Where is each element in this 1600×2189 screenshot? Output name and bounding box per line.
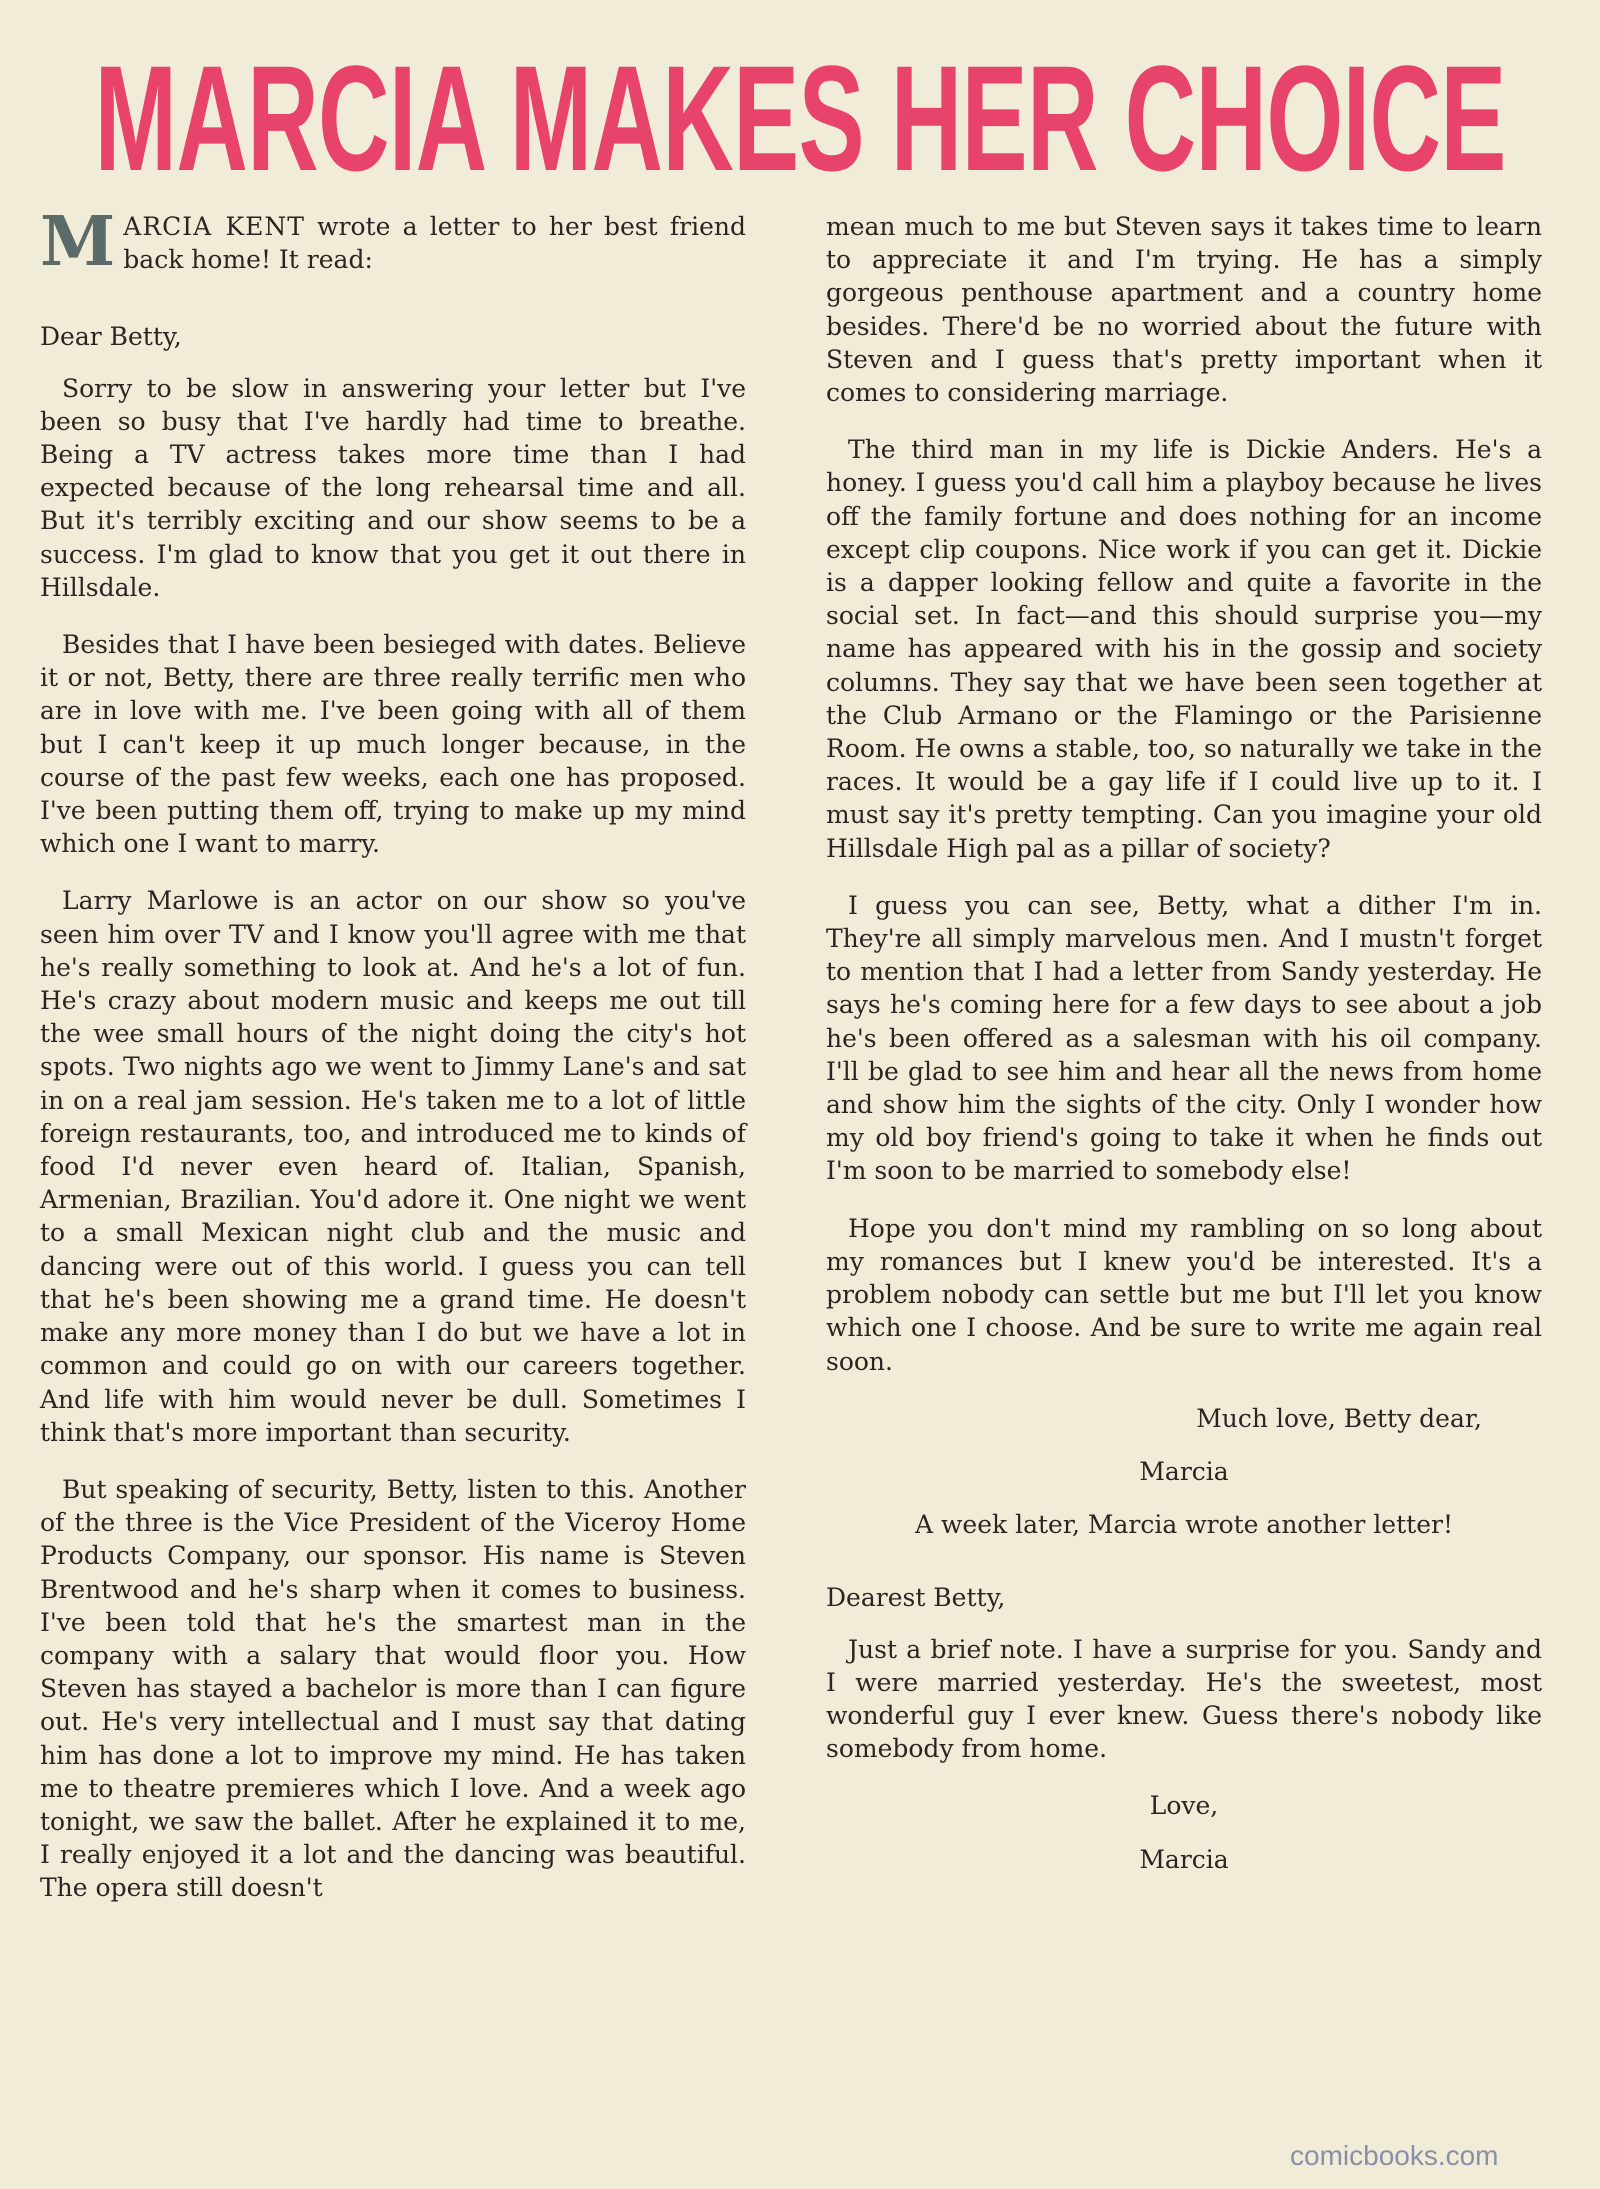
intro-lead: ARCIA KENT xyxy=(123,212,305,241)
intro-text: wrote a letter to her best friend back home! It read: xyxy=(123,212,746,275)
letter1-paragraph-2: Besides that I have been besieged with dates. Believe it or not, Betty, there are three really terrific men who are in love with me. I've been going with all of them but I can't keep it up much longer because, in the course of the past few weeks, each one has proposed. I've been putting them off, trying to make up my mind which one I want to marry. xyxy=(40,630,746,859)
letter1-paragraph-4a: But speaking of security, Betty, listen to this. Another of the three is the Vice President of the Viceroy Home Products Company, our sponsor. His name is Steven Brentwood and he's sharp when it comes to business. I've been told that he's the smartest man in the company with a salary that would floor you. How Steven has stayed a bachelor is more than I can figure out. He's very intellectual and I must say that dating him has done a lot to improve my mind. He has taken me to theatre premieres which I love. And a week ago tonight, we saw the ballet. After he explained it to me, I really enjoyed it a lot and the dancing was beautiful. The opera still doesn't xyxy=(40,1474,746,1903)
letter2-signature: Marcia xyxy=(1139,1844,1229,1874)
letter2-paragraph-1: Just a brief note. I have a surprise for you. Sandy and I were married yesterday. He's the sweetest, most wonderful guy I ever knew. Guess there's nobody like somebody from home. xyxy=(826,1634,1542,1764)
letter1-paragraph-6: I guess you can see, Betty, what a dither I'm in. They're all simply marvelous men. And I mustn't forget to mention that I had a letter from Sandy yesterday. He says he's coming here for a few days to see about a job he's been offered as a salesman with his oil company. I'll be glad to see him and hear all the news from home and show him the sights of the city. Only I wonder how my old boy friend's going to take it when he finds out I'm soon to be married to somebody else! xyxy=(826,890,1542,1186)
letter1-paragraph-4b: mean much to me but Steven says it takes time to learn to appreciate it and I'm trying. He has a simply gorgeous penthouse apartment and a country home besides. There'd be no worried about the future with Steven and I guess that's pretty important when it comes to considering marriage. xyxy=(826,212,1542,408)
story-title: MARCIA MAKES HER CHOICE xyxy=(94,34,1506,202)
drop-cap: M xyxy=(40,202,116,282)
intro-paragraph xyxy=(40,202,746,282)
letter2-closing: Love, xyxy=(1149,1791,1219,1821)
letter1-paragraph-1: Sorry to be slow in answering your letter but I've been so busy that I've hardly had time to breathe. Being a TV actress takes more time than I had expected because of the long rehearsal time and all. But it's terribly exciting and our show seems to be a success. I'm glad to know that you get it out there in Hillsdale. xyxy=(40,373,746,602)
letter1-paragraph-5: The third man in my life is Dickie Anders. He's a honey. I guess you'd call him a playboy because he lives off the family fortune and does nothing for an income except clip coupons. Nice work if you can get it. Dickie is a dapper looking fellow and quite a favorite in the social set. In fact—and this should surprise you—my name has appeared with his in the gossip and society columns. They say that we have been seen together at the Club Armano or the Flamingo or the Parisienne Room. He owns a stable, too, so naturally we take in the races. It would be a gay life if I could live up to it. I must say it's pretty tempting. Can you imagine your old Hillsdale High pal as a pillar of society? xyxy=(826,435,1542,863)
letter1-signature: Marcia xyxy=(1139,1456,1229,1486)
letter1-salutation: Dear Betty, xyxy=(40,322,182,352)
letter1-paragraph-3: Larry Marlowe is an actor on our show so you've seen him over TV and I know you'll agree with me that he's really something to look at. And he's a lot of fun. He's crazy about modern music and keeps me out till the wee small hours of the night doing the city's hot spots. Two nights ago we went to Jimmy Lane's and sat in on a real jam session. He's taken me to a lot of little foreign restaurants, too, and introduced me to kinds of food I'd never even heard of. Italian, Spanish, Armenian, Brazilian. You'd adore it. One night we went to a small Mexican night club and the music and dancing were out of this world. I guess you can tell that he's been showing me a grand time. He doesn't make any more money than I do but we have a lot in common and could go on with our careers together. And life with him would never be dull. Sometimes I think that's more important than security. xyxy=(40,886,746,1447)
letter2-salutation: Dearest Betty, xyxy=(826,1583,1006,1613)
left-column xyxy=(40,202,746,1929)
letter1-paragraph-7: Hope you don't mind my rambling on so long about my romances but I knew you'd be interested. It's a problem nobody can settle but me but I'll let you know which one I choose. And be sure to write me again real soon. xyxy=(826,1213,1542,1376)
right-column xyxy=(826,210,1542,1896)
site-watermark: comicbooks.com xyxy=(1290,2140,1499,2171)
letter1-closing: Much love, Betty dear, xyxy=(1196,1403,1482,1433)
transition-line: A week later, Marcia wrote another letter! xyxy=(915,1510,1453,1540)
